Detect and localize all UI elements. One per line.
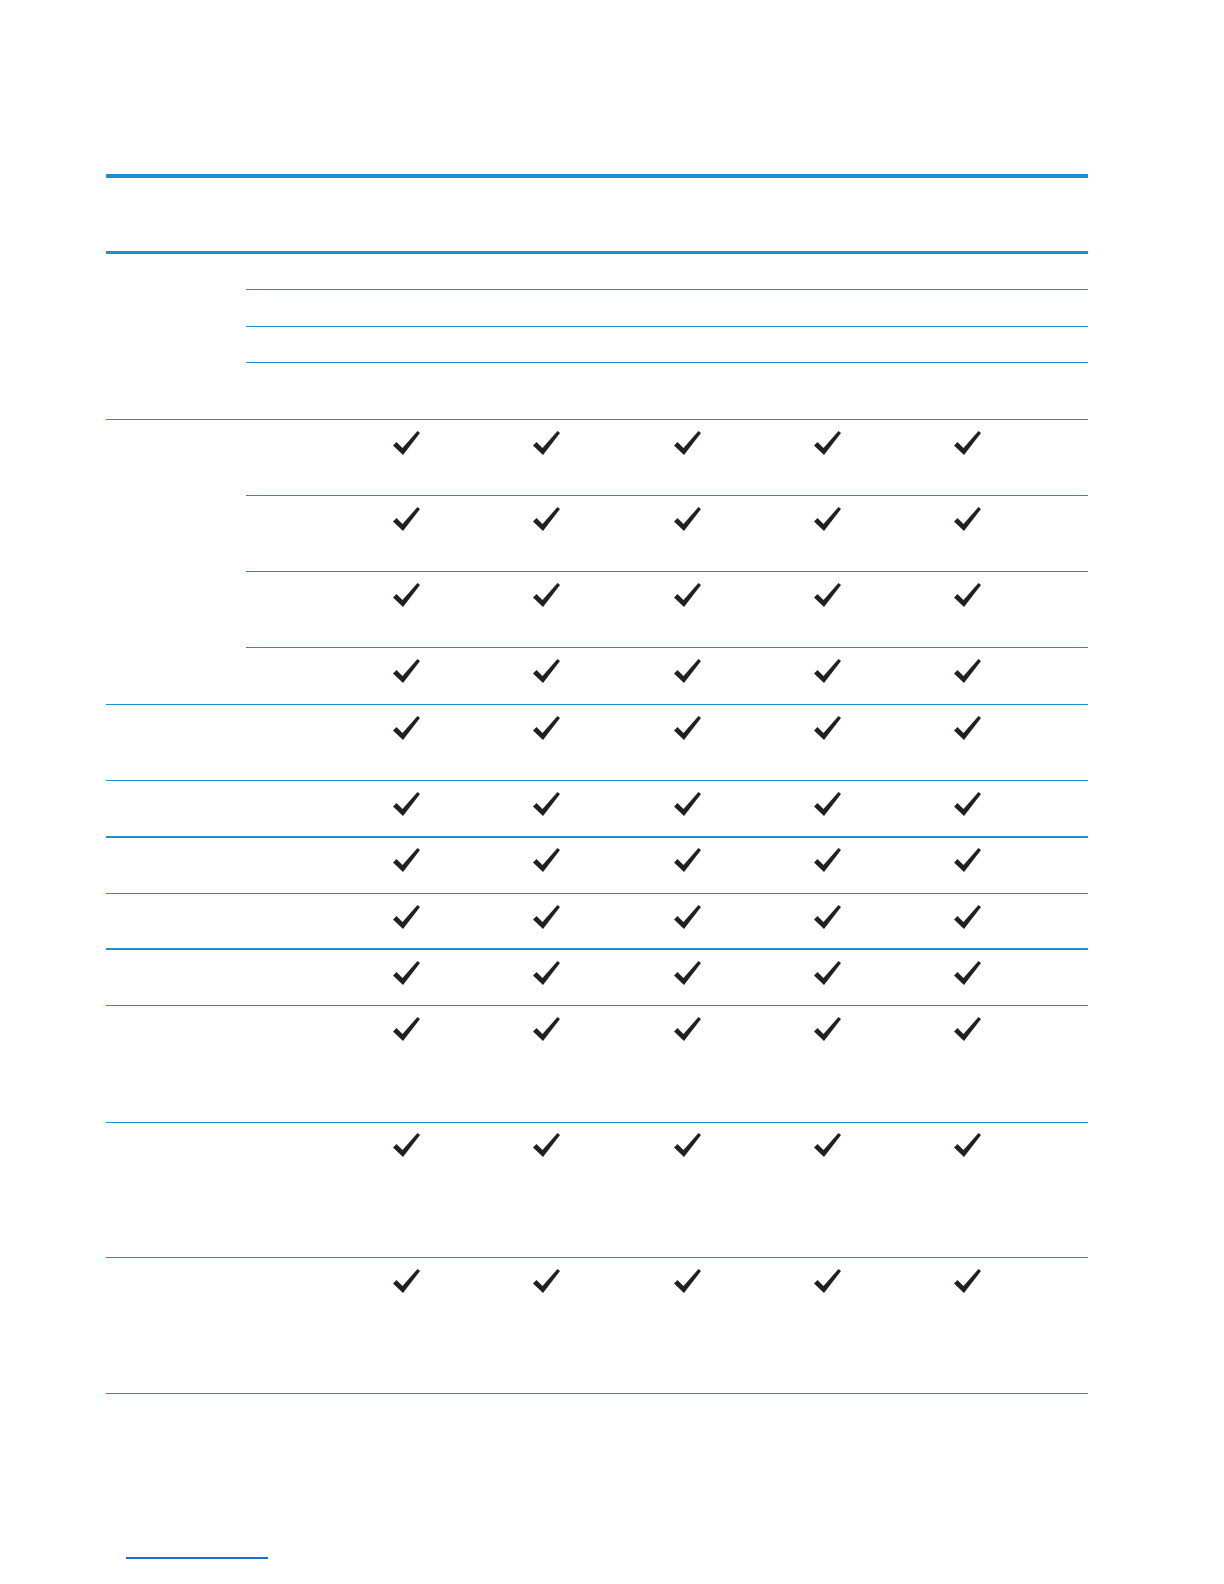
check-mark-icon	[531, 1266, 561, 1296]
check-mark-icon	[531, 789, 561, 819]
check-mark-icon	[812, 958, 842, 988]
check-mark-icon	[531, 428, 561, 458]
check-mark-icon	[812, 789, 842, 819]
check-mark-icon	[391, 580, 421, 610]
check-mark-icon	[531, 845, 561, 875]
check-mark-icon	[391, 845, 421, 875]
check-mark-icon	[812, 504, 842, 534]
check-mark-icon	[812, 428, 842, 458]
check-mark-icon	[391, 713, 421, 743]
check-mark-icon	[672, 1014, 702, 1044]
check-mark-icon	[531, 1014, 561, 1044]
check-mark-icon	[952, 713, 982, 743]
check-mark-icon	[672, 1266, 702, 1296]
check-mark-icon	[952, 504, 982, 534]
group-divider	[106, 893, 1088, 894]
check-mark-icon	[531, 656, 561, 686]
check-mark-icon	[672, 580, 702, 610]
check-mark-icon	[672, 902, 702, 932]
row-divider	[246, 495, 1088, 496]
check-mark-icon	[391, 1014, 421, 1044]
row-divider	[246, 326, 1088, 327]
group-divider	[106, 780, 1088, 781]
check-mark-icon	[672, 958, 702, 988]
check-mark-icon	[812, 902, 842, 932]
group-divider	[106, 1005, 1088, 1006]
group-divider	[106, 704, 1088, 705]
check-mark-icon	[672, 789, 702, 819]
header-bottom-rule	[106, 251, 1088, 254]
check-mark-icon	[672, 1130, 702, 1160]
check-mark-icon	[672, 713, 702, 743]
group-divider	[106, 419, 1088, 420]
row-divider	[246, 571, 1088, 572]
check-mark-icon	[391, 428, 421, 458]
check-mark-icon	[391, 902, 421, 932]
check-mark-icon	[952, 902, 982, 932]
check-mark-icon	[672, 428, 702, 458]
check-mark-icon	[812, 656, 842, 686]
check-mark-icon	[952, 1014, 982, 1044]
check-mark-icon	[952, 428, 982, 458]
check-mark-icon	[391, 504, 421, 534]
check-mark-icon	[812, 1266, 842, 1296]
check-mark-icon	[672, 504, 702, 534]
check-mark-icon	[812, 845, 842, 875]
section-divider	[106, 836, 1088, 838]
check-mark-icon	[952, 1266, 982, 1296]
check-mark-icon	[952, 1130, 982, 1160]
row-divider	[246, 647, 1088, 648]
check-mark-icon	[391, 1266, 421, 1296]
check-mark-icon	[391, 656, 421, 686]
check-mark-icon	[391, 958, 421, 988]
check-mark-icon	[812, 1014, 842, 1044]
check-mark-icon	[952, 958, 982, 988]
check-mark-icon	[531, 958, 561, 988]
row-divider	[246, 289, 1088, 290]
check-mark-icon	[531, 580, 561, 610]
check-mark-icon	[812, 713, 842, 743]
footer-link-underline[interactable]	[126, 1557, 268, 1559]
check-mark-icon	[952, 656, 982, 686]
check-mark-icon	[952, 580, 982, 610]
check-mark-icon	[391, 1130, 421, 1160]
check-mark-icon	[812, 580, 842, 610]
group-divider	[106, 1122, 1088, 1123]
check-mark-icon	[672, 845, 702, 875]
section-divider	[106, 948, 1088, 950]
check-mark-icon	[812, 1130, 842, 1160]
table-top-rule	[106, 174, 1088, 178]
group-divider	[106, 1257, 1088, 1258]
check-mark-icon	[531, 504, 561, 534]
check-mark-icon	[391, 789, 421, 819]
check-mark-icon	[672, 656, 702, 686]
check-mark-icon	[531, 1130, 561, 1160]
check-mark-icon	[952, 789, 982, 819]
check-mark-icon	[531, 713, 561, 743]
check-mark-icon	[531, 902, 561, 932]
row-divider	[246, 362, 1088, 363]
table-bottom-rule	[106, 1393, 1088, 1394]
check-mark-icon	[952, 845, 982, 875]
